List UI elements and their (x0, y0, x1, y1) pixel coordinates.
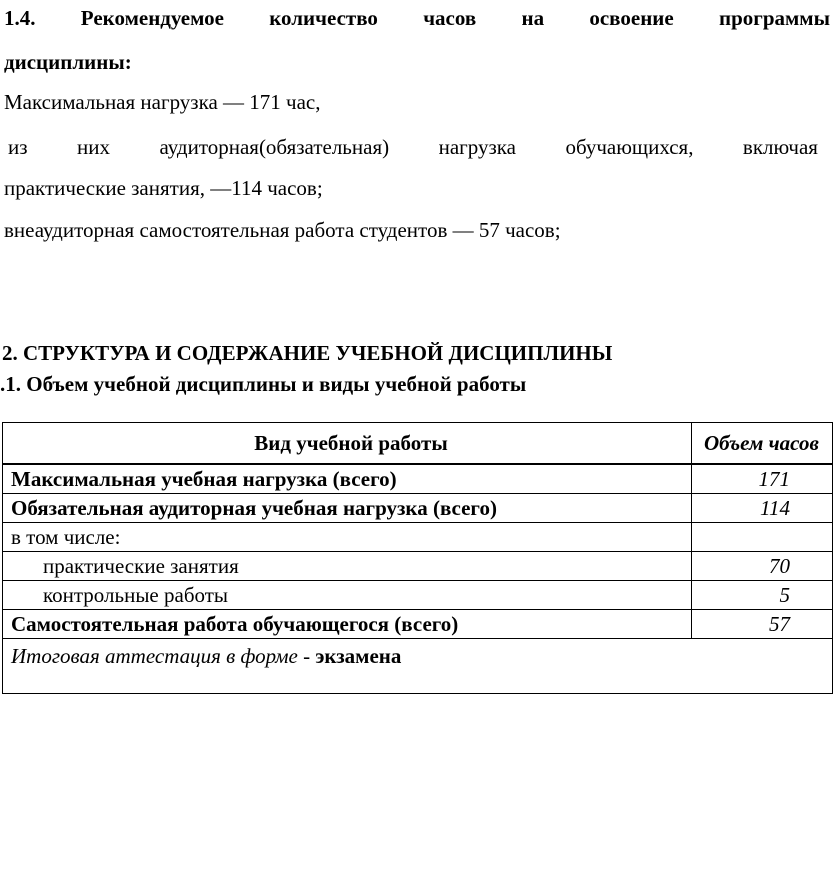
final-italic: Итоговая аттестация в форме (11, 644, 304, 668)
row-value: 114 (692, 494, 833, 523)
practice-text: практические занятия, —114 часов; (4, 176, 323, 200)
table-row (3, 610, 833, 639)
max-load-text: Максимальная нагрузка — 171 час, (4, 90, 321, 114)
row-value: 57 (692, 610, 833, 639)
text-word: обучающихся, (565, 135, 694, 159)
table-row (3, 494, 833, 523)
row-label: практические занятия (3, 552, 692, 581)
row-label: Самостоятельная работа обучающегося (всего) (3, 610, 692, 639)
heading-word: 1.4. (4, 6, 36, 30)
table-header-type: Вид учебной работы (3, 423, 692, 465)
table-row (3, 552, 833, 581)
study-load-table (2, 422, 833, 694)
text-word: нагрузка (438, 135, 516, 159)
heading-word: на (521, 6, 545, 30)
final-exam: экзамена (315, 644, 402, 668)
table-header-hours: Объем часов (692, 423, 833, 465)
final-attestation (3, 639, 833, 694)
table-header-row (3, 423, 833, 465)
text-word: них (77, 135, 110, 159)
text-word: включая (742, 135, 818, 159)
section-2-subtitle: .1. Объем учебной дисциплины и виды учебной работы (0, 372, 527, 396)
heading-word: часов (423, 6, 477, 30)
row-value: 5 (692, 581, 833, 610)
heading-word: освоение (589, 6, 674, 30)
table-row (3, 464, 833, 494)
section-1-4-heading (4, 6, 830, 30)
text-word: из (8, 135, 28, 159)
heading-word: программы (719, 6, 830, 30)
row-label: в том числе: (3, 523, 692, 552)
text-word: аудиторная(обязательная) (159, 135, 390, 159)
row-label: Максимальная учебная нагрузка (всего) (3, 464, 692, 494)
row-value: 171 (692, 464, 833, 494)
heading-word: Рекомендуемое (80, 6, 224, 30)
section-2-title: 2. СТРУКТУРА И СОДЕРЖАНИЕ УЧЕБНОЙ ДИСЦИПЛИНЫ (2, 341, 613, 365)
row-label: Обязательная аудиторная учебная нагрузка (всего) (3, 494, 692, 523)
row-value: 70 (692, 552, 833, 581)
final-dash: - (303, 644, 316, 668)
classroom-load-text (8, 135, 816, 159)
table-row (3, 523, 833, 552)
self-study-text: внеаудиторная самостоятельная работа студентов — 57 часов; (4, 218, 561, 242)
row-value (692, 523, 833, 552)
heading-word: количество (269, 6, 378, 30)
row-label: контрольные работы (3, 581, 692, 610)
section-1-4-heading-line2: дисциплины: (4, 50, 132, 74)
table-final-row (3, 639, 833, 694)
table-row (3, 581, 833, 610)
